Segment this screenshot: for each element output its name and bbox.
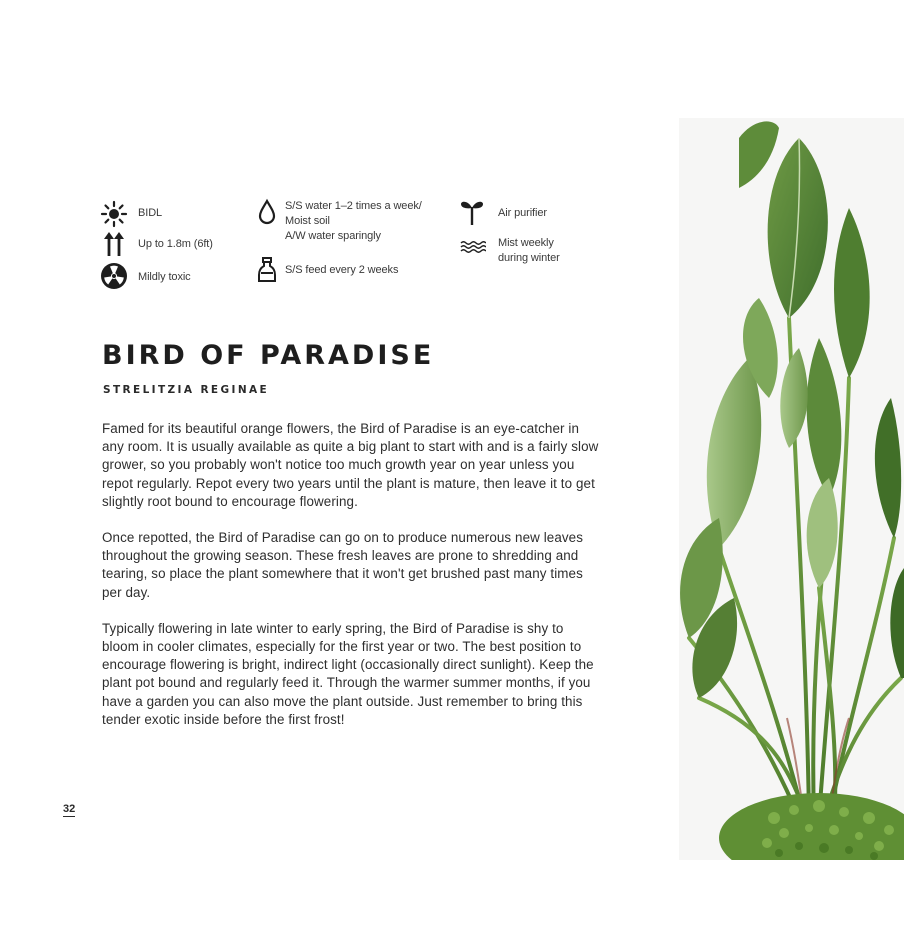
- care-mist-line-2: during winter: [498, 252, 560, 264]
- page-number: 32: [63, 803, 76, 815]
- sprout-icon: [458, 198, 486, 226]
- body-paragraph-2: Once repotted, the Bird of Paradise can go on to produce numerous new leaves throughout the growing season. These fresh leaves are prone to shredding and tearing, so place the plant somewhere that it won't get brushed past many times per day.: [102, 530, 584, 600]
- care-water-line-1: S/S water 1–2 times a week/: [285, 200, 422, 212]
- body-paragraph-3: Typically flowering in late winter to early spring, the Bird of Paradise is shy to bloom in cooler climates, especially for the first year or two. The best position to encourage flowering is bright, indirect light (occasionally direct sunlight). Keep the plant pot bound and regularly feed it. Through the warmer summer months, if you have a garden you can also move the plant outside. Just remember to bring this tender exotic inside before the first frost!: [102, 620, 594, 727]
- care-mist: [458, 234, 560, 266]
- body-paragraph-1: Famed for its beautiful orange flowers, the Bird of Paradise is an eye-catcher in any room. It is usually available as quite a big plant to start with and is a fairly slow grower, so you probably won't notice too much growth year on year unless you repot regularly. Repot every two years until the plant is mature, then leave it to get slightly root bound to encourage flowering.: [102, 421, 599, 509]
- care-air-text: Air purifier: [498, 207, 547, 219]
- mist-waves-icon: [458, 234, 486, 262]
- care-toxicity: [100, 262, 191, 290]
- hazard-icon: [100, 262, 128, 290]
- care-light-text: BIDL: [138, 207, 163, 219]
- water-drop-icon: [253, 198, 281, 226]
- care-height-text: Up to 1.8m (6ft): [138, 238, 213, 250]
- bird-of-paradise-image: [679, 118, 904, 860]
- care-toxicity-text: Mildly toxic: [138, 271, 191, 283]
- care-light: [100, 200, 162, 228]
- care-feed-text: S/S feed every 2 weeks: [285, 264, 399, 276]
- care-water-line-2: Moist soil: [285, 215, 330, 227]
- feed-bottle-icon: [253, 256, 281, 284]
- care-height: [100, 230, 213, 258]
- care-mist-line-1: Mist weekly: [498, 237, 554, 249]
- growth-arrows-icon: [100, 230, 128, 258]
- care-feed: [253, 256, 398, 284]
- care-air: [458, 198, 547, 226]
- sun-icon: [100, 200, 128, 228]
- botanical-name: STRELITZIA REGINAE: [103, 384, 270, 396]
- body-text: [102, 420, 602, 747]
- page-title: BIRD OF PARADISE: [102, 340, 435, 371]
- plant-photo: [679, 118, 904, 860]
- care-water: [253, 198, 422, 244]
- care-water-line-3: A/W water sparingly: [285, 230, 381, 242]
